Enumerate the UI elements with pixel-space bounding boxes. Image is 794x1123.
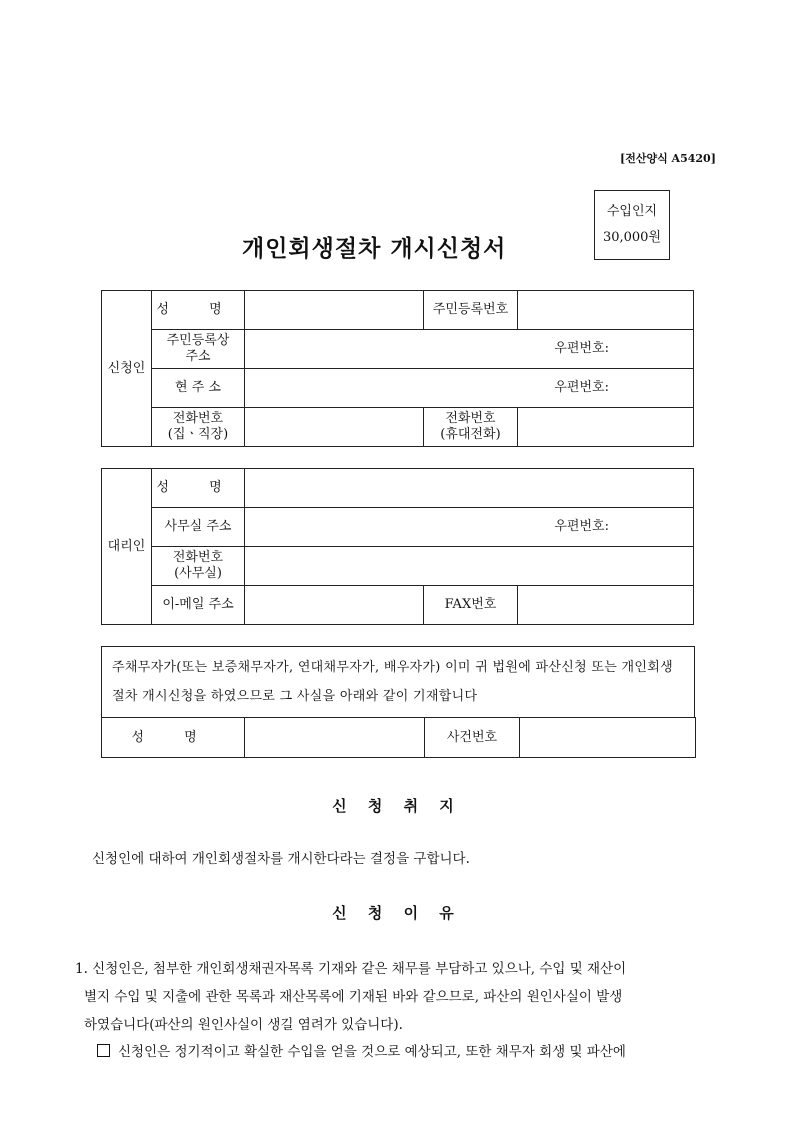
form-code: [전산양식 A5420] bbox=[620, 152, 716, 165]
applicant-phone-home-label bbox=[152, 408, 245, 447]
office-phone-label-line1: 전화번호 bbox=[172, 550, 224, 565]
reason-checkbox-row bbox=[97, 1038, 626, 1066]
office-phone-label-line2: (사무실) bbox=[174, 566, 222, 581]
reason-item-1-line3: 하였습니다(파산의 원인사실이 생길 염려가 있습니다). bbox=[84, 1017, 403, 1033]
reason-item-1 bbox=[75, 955, 725, 1039]
applicant-phone-mobile-field[interactable] bbox=[518, 408, 694, 447]
agent-office-phone-field[interactable] bbox=[245, 547, 694, 586]
checkbox-icon[interactable] bbox=[97, 1044, 110, 1057]
reasons-heading: 신 청 이 유 bbox=[332, 904, 462, 922]
applicant-reg-address-field[interactable] bbox=[245, 330, 694, 369]
reason-item-1-line2: 별지 수입 및 지출에 관한 목록과 재산목록에 기재된 바와 같으므로, 파산의 원인사실이 발생 bbox=[84, 989, 623, 1005]
phone-home-label-line1: 전화번호 bbox=[172, 411, 224, 426]
phone-home-label-line2: (집ㆍ직장) bbox=[167, 427, 229, 442]
applicant-name-field[interactable] bbox=[245, 291, 424, 330]
reason-item-1-line1: 1. 신청인은, 첨부한 개인회생채권자목록 기재와 같은 채무를 부담하고 있으나, 수입 및 재산이 bbox=[75, 961, 627, 977]
purpose-heading: 신 청 취 지 bbox=[332, 797, 462, 815]
prior-case-name-field[interactable] bbox=[245, 718, 425, 758]
agent-fax-field[interactable] bbox=[518, 586, 694, 625]
agent-table bbox=[101, 468, 694, 625]
agent-fax-label: FAX번호 bbox=[424, 586, 518, 625]
agent-office-phone-label bbox=[152, 547, 245, 586]
agent-email-label: 이-메일 주소 bbox=[152, 586, 245, 625]
reg-address-label-line2: 주소 bbox=[185, 349, 211, 364]
applicant-current-postal-label: 우편번호: bbox=[554, 380, 609, 395]
applicant-reg-postal-label: 우편번호: bbox=[554, 341, 609, 356]
applicant-phone-home-field[interactable] bbox=[245, 408, 424, 447]
agent-office-address-label: 사무실 주소 bbox=[152, 508, 245, 547]
prior-case-name-label: 성 명 bbox=[102, 718, 245, 758]
applicant-current-address-label: 현 주 소 bbox=[152, 369, 245, 408]
agent-office-address-field[interactable] bbox=[245, 508, 694, 547]
agent-email-field[interactable] bbox=[245, 586, 424, 625]
applicant-section-label: 신청인 bbox=[102, 291, 152, 447]
document-title: 개인회생절차 개시신청서 bbox=[242, 235, 507, 262]
purpose-text: 신청인에 대하여 개인회생절차를 개시한다라는 결정을 구합니다. bbox=[92, 851, 470, 867]
agent-name-field[interactable] bbox=[245, 469, 694, 508]
phone-mobile-label-line1: 전화번호 bbox=[445, 411, 496, 426]
applicant-current-address-field[interactable] bbox=[245, 369, 694, 408]
revenue-stamp-box bbox=[594, 190, 670, 260]
agent-postal-label: 우편번호: bbox=[554, 519, 609, 534]
applicant-name-label: 성 명 bbox=[152, 291, 245, 330]
reason-checkbox-text: 신청인은 정기적이고 확실한 수입을 얻을 것으로 예상되고, 또한 채무자 회생 및 파산에 bbox=[118, 1044, 626, 1060]
prior-case-number-field[interactable] bbox=[520, 718, 696, 758]
stamp-amount: 30,000원 bbox=[602, 230, 662, 245]
prior-case-number-label: 사건번호 bbox=[425, 718, 520, 758]
applicant-reg-address-label bbox=[152, 330, 245, 369]
agent-name-label: 성 명 bbox=[152, 469, 245, 508]
agent-section-label: 대리인 bbox=[102, 469, 152, 625]
reg-address-label-line1: 주민등록상 bbox=[166, 333, 230, 348]
prior-case-notice: 주채무자가(또는 보증채무자가, 연대채무자가, 배우자가) 이미 귀 법원에 파산신청 또는 개인회생절차 개시신청을 하였으므로 그 사실을 아래와 같이 기재합니다 bbox=[101, 646, 695, 718]
applicant-phone-mobile-label bbox=[424, 408, 518, 447]
applicant-rrn-label: 주민등록번호 bbox=[424, 291, 518, 330]
phone-mobile-label-line2: (휴대전화) bbox=[440, 427, 501, 442]
stamp-label: 수입인지 bbox=[606, 204, 658, 219]
prior-case-table bbox=[101, 717, 696, 758]
applicant-rrn-field[interactable] bbox=[518, 291, 694, 330]
applicant-table bbox=[101, 290, 694, 447]
